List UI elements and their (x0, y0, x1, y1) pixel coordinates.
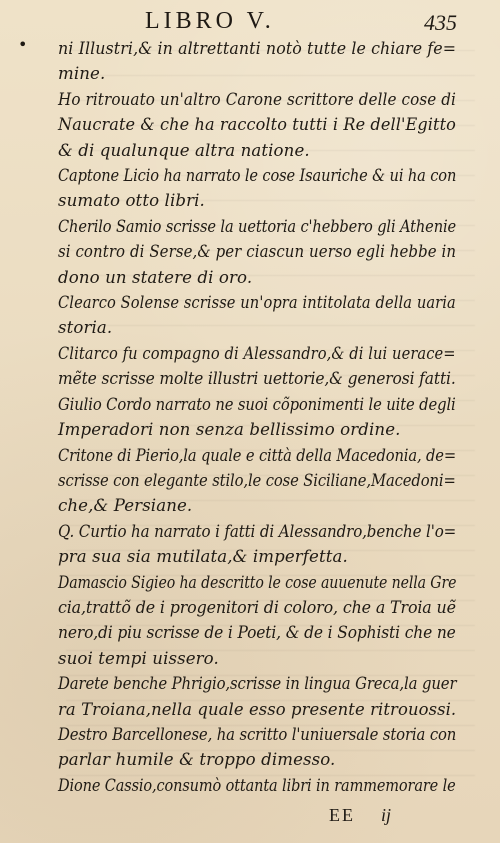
text-line: scrisse con elegante stilo,le cose Siciliane,Macedoni= (58, 470, 456, 490)
text-line: ra Troiana,nella quale esso presente ritrouossi. (58, 699, 457, 719)
text-line: mine. (58, 64, 106, 84)
text-line: Critone di Pierio,la quale e città della Macedonia, de= (58, 445, 457, 465)
page-number: 435 (424, 10, 457, 35)
text-line: cia,trattõ de i progenitori di coloro, che a Troia uẽ (58, 597, 456, 617)
text-line: suoi tempi uissero. (58, 648, 219, 668)
text-entry (58, 87, 456, 163)
folio-mark: ij (381, 805, 392, 825)
text-entry (58, 519, 456, 570)
text-line: ni Illustri,& in altrettanti notò tutte le chiare fe= (58, 39, 457, 58)
text-line: Destro Barcellonese, ha scritto l'uniuersale storia con (58, 724, 457, 744)
header-left-mark: • (18, 35, 28, 54)
text-line: pra sua sia mutilata,& imperfetta. (58, 547, 348, 567)
text-line: Ho ritrouato un'altro Carone scrittore delle cose di (58, 89, 456, 109)
text-entry (58, 722, 456, 773)
text-line: mẽte scrisse molte illustri uettorie,& generosi fatti. (58, 369, 456, 389)
text-entry (58, 392, 456, 443)
text-line: dono un statere di oro. (58, 267, 253, 287)
page-footer (0, 805, 500, 829)
text-entry (58, 36, 456, 87)
text-line: Clearco Solense scrisse un'opra intitolata della uaria (58, 293, 456, 313)
text-entry (58, 570, 456, 672)
text-line: nero,di piu scrisse de i Poeti, & de i Sophisti che ne (58, 623, 456, 643)
text-entry (58, 341, 456, 392)
text-line: & di qualunque altra natione. (58, 140, 310, 160)
text-line: Giulio Cordo narrato ne suoi cõponimenti le uite degli (58, 394, 456, 414)
text-line: parlar humile & troppo dimesso. (58, 750, 336, 770)
main-text-block (58, 36, 456, 798)
running-head: LIBRO V. (145, 8, 275, 34)
text-line: Dione Cassio,consumò ottanta libri in rammemorare le (58, 775, 456, 795)
text-line: Q. Curtio ha narrato i fatti di Alessandro,benche l'o= (58, 521, 457, 541)
text-line: sumato otto libri. (58, 191, 205, 211)
signature-mark: EE (329, 805, 355, 825)
text-line: Naucrate & che ha raccolto tutti i Re dell'Egitto (58, 115, 456, 135)
text-line: Darete benche Phrigio,scrisse in lingua Greca,la guer (58, 674, 457, 694)
text-line: storia. (58, 318, 113, 338)
text-entry (58, 214, 456, 290)
text-line: Captone Licio ha narrato le cose Isauriche & ui ha con (58, 166, 457, 186)
text-line: Cherilo Samio scrisse la uettoria c'hebbero gli Athenie (58, 216, 457, 236)
text-entry (58, 290, 456, 341)
text-entry (58, 773, 456, 798)
text-line: che,& Persiane. (58, 496, 193, 516)
text-entry (58, 163, 456, 214)
text-line: si contro di Serse,& per ciascun uerso egli hebbe in (58, 242, 457, 262)
text-line: Damascio Sigieo ha descritto le cose auuenute nella Gre (58, 572, 457, 592)
text-entry (58, 443, 456, 519)
text-line: Clitarco fu compagno di Alessandro,& di lui uerace= (58, 343, 456, 363)
text-line: Imperadori non senza bellissimo ordine. (58, 420, 401, 440)
text-entry (58, 671, 456, 722)
